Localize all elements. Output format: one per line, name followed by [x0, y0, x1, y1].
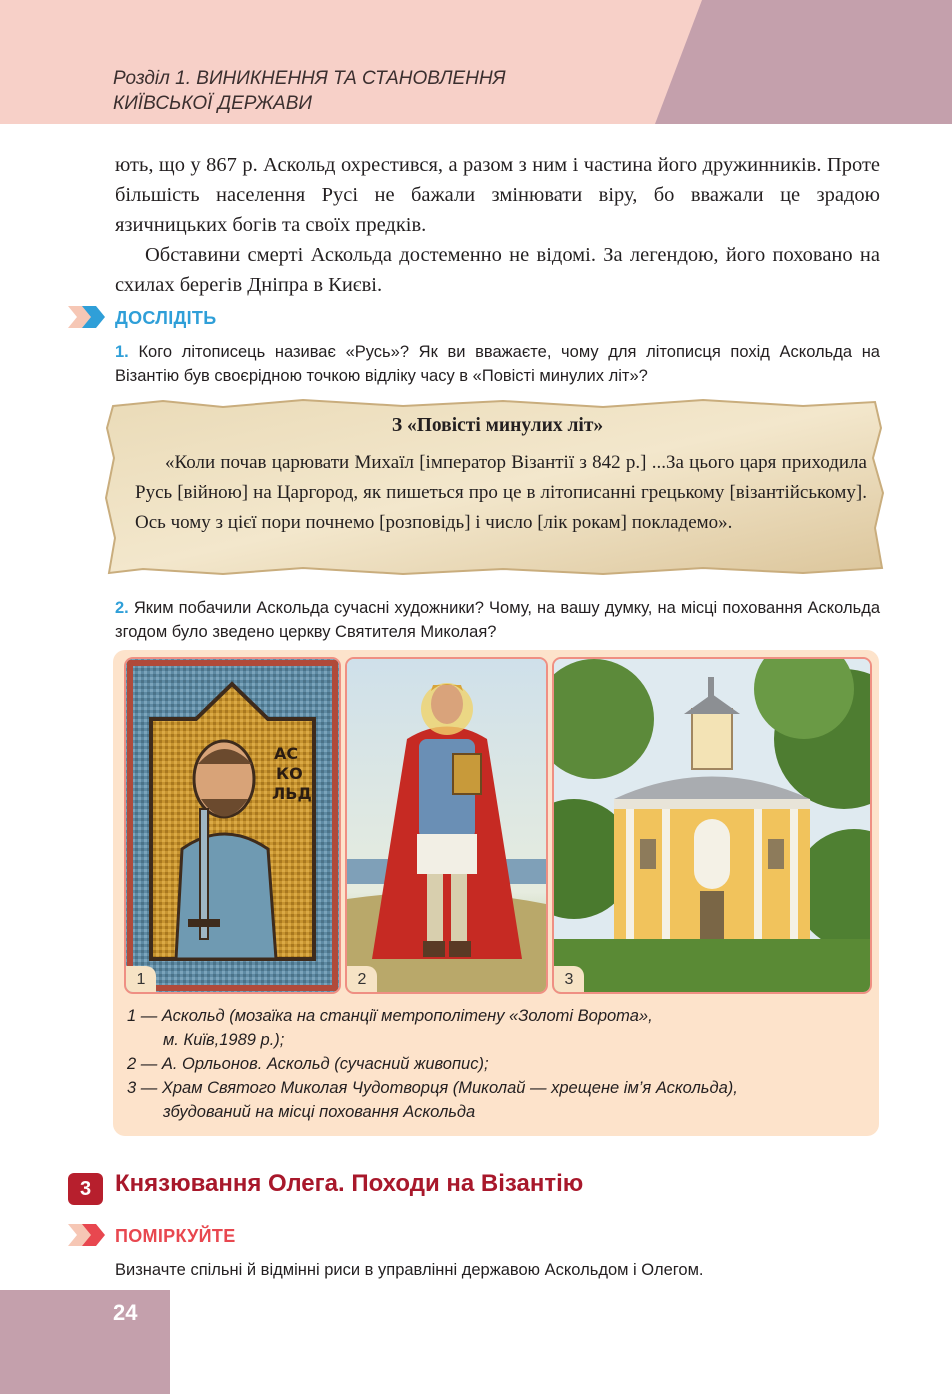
- section-number-badge: 3: [68, 1173, 103, 1205]
- chapter-title: [113, 66, 506, 116]
- mosaic-letters-2: КО: [276, 764, 303, 783]
- quote-title: З «Повісті минулих літ»: [391, 415, 604, 436]
- image-2-number: 2: [347, 966, 377, 992]
- think-task: Визначте спільні й відмінні риси в управлінні державою Аскольдом і Олегом.: [115, 1261, 704, 1279]
- mosaic-letters-1: АС: [274, 744, 299, 763]
- intro-text: [115, 150, 880, 300]
- intro-paragraph-2: Обставини смерті Аскольда достеменно не відомі. За легендою, його поховано на схилах берегів Дніпра в Києві.: [115, 244, 880, 296]
- think-chevron-icon: [68, 1224, 106, 1246]
- investigate-chevron-icon: [68, 306, 106, 328]
- section-title: Князювання Олега. Походи на Візантію: [115, 1170, 584, 1197]
- caption-3-line-1: 3 — Храм Святого Миколая Чудотворця (Миколай — хрещене ім’я Аскольда),: [127, 1079, 738, 1097]
- caption-2: 2 — А. Орльонов. Аскольд (сучасний живопис);: [127, 1055, 489, 1073]
- chapter-title-line2: КИЇВСЬКОЇ ДЕРЖАВИ: [113, 93, 312, 114]
- think-label: ПОМІРКУЙТЕ: [115, 1226, 236, 1246]
- question-1-number: 1.: [115, 343, 129, 361]
- intro-paragraph-1: ють, що у 867 р. Аскольд охрестився, а разом з ним і частина його дружинників. Проте більшість населення Русі не бажали змінювати віру, бо вважали це зрадою язичницьких богів та своїх предків.: [115, 154, 880, 236]
- footer-tab: [0, 1290, 170, 1394]
- question-1: [115, 340, 880, 388]
- quote-text: «Коли почав царювати Михаїл [імператор Візантії з 842 р.] ...За цього царя приходила Русь [війною] на Царгород, як пишеться про це в літописанні грецькому [візантійському]. Ось чому з цієї пори почнемо [розповідь] і число [лік рокам] покладемо».: [135, 452, 867, 533]
- painting-illustration: [347, 659, 546, 992]
- caption-1-line-1: 1 — Аскольд (мозаїка на станції метрополітену «Золоті Ворота»,: [127, 1007, 653, 1025]
- image-askold-mosaic: [124, 657, 341, 994]
- quote-body: [135, 448, 867, 538]
- question-2-number: 2.: [115, 599, 129, 617]
- chapter-title-line1: Розділ 1. ВИНИКНЕННЯ ТА СТАНОВЛЕННЯ: [113, 68, 506, 89]
- image-st-nicholas-church: [552, 657, 872, 994]
- mosaic-letters-3: ЛЬД: [272, 784, 312, 803]
- church-illustration: [554, 659, 870, 992]
- image-askold-painting: [345, 657, 548, 994]
- question-2: [115, 596, 880, 644]
- mosaic-illustration: [126, 659, 339, 992]
- investigate-label: ДОСЛІДІТЬ: [115, 308, 217, 328]
- image-1-number: 1: [126, 966, 156, 992]
- question-1-text: Кого літописець називає «Русь»? Як ви вважаєте, чому для літописця похід Аскольда на Візантію був своєрідною точкою відліку часу в «Повісті минулих літ»?: [115, 343, 880, 385]
- question-2-text: Яким побачили Аскольда сучасні художники? Чому, на вашу думку, на місці поховання Аскольда згодом було зведено церкву Святителя Миколая?: [115, 599, 880, 641]
- caption-3-line-2: збудований на місці поховання Аскольда: [163, 1103, 476, 1121]
- image-3-number: 3: [554, 966, 584, 992]
- caption-1-line-2: м. Київ,1989 р.);: [163, 1031, 285, 1049]
- page-number: 24: [113, 1300, 138, 1325]
